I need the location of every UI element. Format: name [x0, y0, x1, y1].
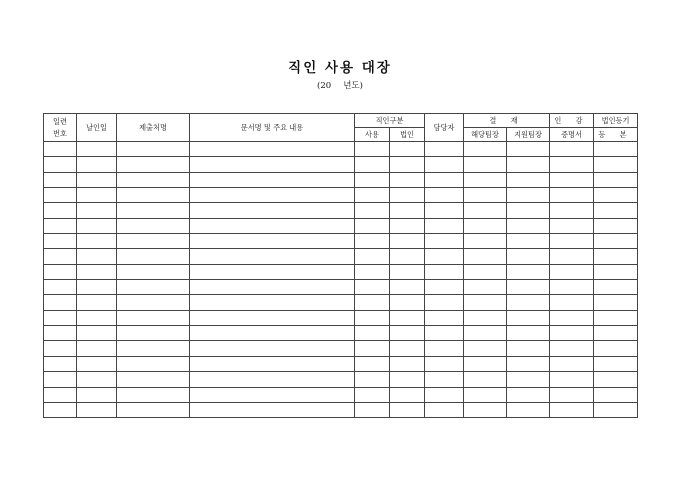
cell-support-lead-sign[interactable] [507, 234, 550, 249]
cell-seal-use[interactable] [355, 142, 390, 157]
cell-serial[interactable] [44, 203, 77, 218]
cell-seal-use[interactable] [355, 356, 390, 371]
cell-seal-use[interactable] [355, 218, 390, 233]
cell-serial[interactable] [44, 326, 77, 341]
cell-stamp-date[interactable] [77, 264, 117, 279]
cell-serial[interactable] [44, 172, 77, 187]
cell-support-lead-sign[interactable] [507, 264, 550, 279]
cell-manager[interactable] [425, 356, 464, 371]
cell-serial[interactable] [44, 234, 77, 249]
cell-support-lead-sign[interactable] [507, 326, 550, 341]
table-row [44, 372, 638, 387]
table-row [44, 356, 638, 371]
cell-stamp-date[interactable] [77, 356, 117, 371]
cell-corp-registry[interactable] [594, 310, 638, 325]
cell-support-lead-sign[interactable] [507, 218, 550, 233]
cell-seal-corp[interactable] [390, 310, 425, 325]
cell-corp-registry[interactable] [594, 280, 638, 295]
cell-seal-corp[interactable] [390, 356, 425, 371]
header-seal-type-use: 사용 [355, 128, 390, 142]
cell-seal-use[interactable] [355, 310, 390, 325]
cell-seal-certificate[interactable] [550, 203, 594, 218]
cell-seal-use[interactable] [355, 280, 390, 295]
cell-seal-certificate[interactable] [550, 234, 594, 249]
cell-document-name[interactable] [190, 203, 355, 218]
cell-manager[interactable] [425, 142, 464, 157]
cell-manager[interactable] [425, 234, 464, 249]
cell-manager[interactable] [425, 402, 464, 417]
cell-seal-corp[interactable] [390, 326, 425, 341]
cell-corp-registry[interactable] [594, 372, 638, 387]
cell-submitted-to[interactable] [117, 356, 190, 371]
cell-team-lead-sign[interactable] [464, 326, 507, 341]
cell-corp-registry[interactable] [594, 172, 638, 187]
cell-corp-registry[interactable] [594, 203, 638, 218]
cell-submitted-to[interactable] [117, 310, 190, 325]
cell-stamp-date[interactable] [77, 402, 117, 417]
cell-document-name[interactable] [190, 218, 355, 233]
cell-stamp-date[interactable] [77, 326, 117, 341]
cell-document-name[interactable] [190, 249, 355, 264]
header-approval-team-lead: 해당팀장 [464, 128, 507, 142]
cell-manager[interactable] [425, 218, 464, 233]
cell-serial[interactable] [44, 264, 77, 279]
cell-document-name[interactable] [190, 310, 355, 325]
cell-manager[interactable] [425, 188, 464, 203]
cell-seal-certificate[interactable] [550, 249, 594, 264]
cell-submitted-to[interactable] [117, 172, 190, 187]
cell-seal-use[interactable] [355, 203, 390, 218]
cell-team-lead-sign[interactable] [464, 402, 507, 417]
cell-support-lead-sign[interactable] [507, 280, 550, 295]
cell-seal-certificate[interactable] [550, 188, 594, 203]
cell-seal-certificate[interactable] [550, 387, 594, 402]
cell-serial[interactable] [44, 295, 77, 310]
cell-seal-use[interactable] [355, 372, 390, 387]
cell-corp-registry[interactable] [594, 264, 638, 279]
header-serial-number [44, 114, 77, 142]
document-title: 직인 사용 대장 [288, 60, 392, 76]
cell-stamp-date[interactable] [77, 203, 117, 218]
cell-seal-certificate[interactable] [550, 356, 594, 371]
cell-document-name[interactable] [190, 326, 355, 341]
cell-seal-corp[interactable] [390, 387, 425, 402]
cell-stamp-date[interactable] [77, 295, 117, 310]
cell-seal-certificate[interactable] [550, 172, 594, 187]
cell-seal-corp[interactable] [390, 372, 425, 387]
cell-team-lead-sign[interactable] [464, 264, 507, 279]
cell-corp-registry[interactable] [594, 157, 638, 172]
cell-stamp-date[interactable] [77, 280, 117, 295]
cell-seal-corp[interactable] [390, 172, 425, 187]
table-row [44, 172, 638, 187]
cell-seal-corp[interactable] [390, 234, 425, 249]
cell-seal-use[interactable] [355, 387, 390, 402]
cell-support-lead-sign[interactable] [507, 203, 550, 218]
cell-corp-registry[interactable] [594, 326, 638, 341]
table-row [44, 387, 638, 402]
cell-document-name[interactable] [190, 356, 355, 371]
table-row [44, 188, 638, 203]
cell-seal-corp[interactable] [390, 188, 425, 203]
cell-document-name[interactable] [190, 234, 355, 249]
cell-corp-registry[interactable] [594, 387, 638, 402]
cell-manager[interactable] [425, 326, 464, 341]
cell-document-name[interactable] [190, 402, 355, 417]
cell-serial[interactable] [44, 372, 77, 387]
header-stamp-date: 날인일 [77, 114, 117, 142]
cell-manager[interactable] [425, 295, 464, 310]
header-corp-registry-line2: 등 본 [594, 128, 638, 142]
cell-submitted-to[interactable] [117, 188, 190, 203]
cell-document-name[interactable] [190, 372, 355, 387]
header-seal-type: 직인구분 [355, 114, 425, 128]
cell-manager[interactable] [425, 372, 464, 387]
cell-seal-use[interactable] [355, 341, 390, 356]
cell-stamp-date[interactable] [77, 310, 117, 325]
cell-seal-certificate[interactable] [550, 280, 594, 295]
cell-seal-certificate[interactable] [550, 341, 594, 356]
cell-manager[interactable] [425, 157, 464, 172]
table-row [44, 326, 638, 341]
table-row [44, 142, 638, 157]
cell-submitted-to[interactable] [117, 295, 190, 310]
cell-stamp-date[interactable] [77, 234, 117, 249]
cell-support-lead-sign[interactable] [507, 341, 550, 356]
table-row [44, 295, 638, 310]
cell-support-lead-sign[interactable] [507, 188, 550, 203]
table-row [44, 218, 638, 233]
cell-seal-corp[interactable] [390, 280, 425, 295]
cell-seal-use[interactable] [355, 188, 390, 203]
cell-manager[interactable] [425, 203, 464, 218]
cell-manager[interactable] [425, 387, 464, 402]
cell-corp-registry[interactable] [594, 234, 638, 249]
cell-serial[interactable] [44, 341, 77, 356]
cell-support-lead-sign[interactable] [507, 402, 550, 417]
cell-serial[interactable] [44, 218, 77, 233]
cell-seal-corp[interactable] [390, 341, 425, 356]
cell-corp-registry[interactable] [594, 249, 638, 264]
cell-submitted-to[interactable] [117, 234, 190, 249]
cell-document-name[interactable] [190, 280, 355, 295]
cell-seal-corp[interactable] [390, 264, 425, 279]
cell-submitted-to[interactable] [117, 387, 190, 402]
cell-team-lead-sign[interactable] [464, 172, 507, 187]
cell-team-lead-sign[interactable] [464, 387, 507, 402]
cell-manager[interactable] [425, 172, 464, 187]
cell-stamp-date[interactable] [77, 341, 117, 356]
cell-submitted-to[interactable] [117, 142, 190, 157]
cell-serial[interactable] [44, 310, 77, 325]
cell-seal-use[interactable] [355, 172, 390, 187]
cell-serial[interactable] [44, 157, 77, 172]
cell-serial[interactable] [44, 142, 77, 157]
cell-seal-certificate[interactable] [550, 218, 594, 233]
subtitle-year-suffix: 년도) [343, 81, 363, 91]
header-seal-certificate-line2: 증명서 [550, 128, 594, 142]
cell-serial[interactable] [44, 387, 77, 402]
cell-seal-certificate[interactable] [550, 372, 594, 387]
header-seal-certificate-line1: 인 감 [550, 114, 594, 128]
cell-seal-use[interactable] [355, 234, 390, 249]
header-manager: 담당자 [425, 114, 464, 142]
header-approval: 결 재 [464, 114, 550, 128]
cell-document-name[interactable] [190, 188, 355, 203]
cell-document-name[interactable] [190, 142, 355, 157]
cell-serial[interactable] [44, 188, 77, 203]
cell-stamp-date[interactable] [77, 157, 117, 172]
cell-support-lead-sign[interactable] [507, 310, 550, 325]
cell-seal-certificate[interactable] [550, 310, 594, 325]
cell-corp-registry[interactable] [594, 218, 638, 233]
cell-seal-corp[interactable] [390, 295, 425, 310]
cell-serial[interactable] [44, 402, 77, 417]
subtitle-year-prefix: (20 [317, 81, 332, 91]
cell-team-lead-sign[interactable] [464, 188, 507, 203]
cell-corp-registry[interactable] [594, 188, 638, 203]
table-row [44, 234, 638, 249]
header-approval-support-lead: 지원팀장 [507, 128, 550, 142]
cell-team-lead-sign[interactable] [464, 310, 507, 325]
ledger-body [44, 142, 638, 418]
cell-team-lead-sign[interactable] [464, 356, 507, 371]
cell-seal-use[interactable] [355, 264, 390, 279]
cell-manager[interactable] [425, 280, 464, 295]
document-subtitle [0, 79, 680, 91]
cell-seal-use[interactable] [355, 157, 390, 172]
cell-seal-corp[interactable] [390, 249, 425, 264]
cell-corp-registry[interactable] [594, 402, 638, 417]
cell-submitted-to[interactable] [117, 280, 190, 295]
cell-serial[interactable] [44, 280, 77, 295]
cell-support-lead-sign[interactable] [507, 249, 550, 264]
cell-team-lead-sign[interactable] [464, 234, 507, 249]
cell-corp-registry[interactable] [594, 142, 638, 157]
header-serial-line1: 일련 [53, 116, 67, 126]
cell-document-name[interactable] [190, 157, 355, 172]
cell-team-lead-sign[interactable] [464, 280, 507, 295]
cell-support-lead-sign[interactable] [507, 172, 550, 187]
cell-team-lead-sign[interactable] [464, 203, 507, 218]
cell-corp-registry[interactable] [594, 341, 638, 356]
cell-stamp-date[interactable] [77, 372, 117, 387]
cell-stamp-date[interactable] [77, 218, 117, 233]
cell-seal-certificate[interactable] [550, 326, 594, 341]
cell-corp-registry[interactable] [594, 356, 638, 371]
cell-team-lead-sign[interactable] [464, 218, 507, 233]
cell-submitted-to[interactable] [117, 249, 190, 264]
cell-support-lead-sign[interactable] [507, 387, 550, 402]
cell-seal-corp[interactable] [390, 402, 425, 417]
cell-seal-certificate[interactable] [550, 402, 594, 417]
cell-team-lead-sign[interactable] [464, 249, 507, 264]
cell-seal-use[interactable] [355, 295, 390, 310]
cell-team-lead-sign[interactable] [464, 341, 507, 356]
table-row [44, 280, 638, 295]
cell-seal-corp[interactable] [390, 142, 425, 157]
cell-team-lead-sign[interactable] [464, 142, 507, 157]
cell-seal-corp[interactable] [390, 157, 425, 172]
cell-manager[interactable] [425, 249, 464, 264]
cell-seal-certificate[interactable] [550, 142, 594, 157]
cell-seal-certificate[interactable] [550, 295, 594, 310]
cell-manager[interactable] [425, 264, 464, 279]
cell-document-name[interactable] [190, 295, 355, 310]
cell-submitted-to[interactable] [117, 157, 190, 172]
cell-seal-use[interactable] [355, 402, 390, 417]
cell-submitted-to[interactable] [117, 264, 190, 279]
header-serial-line2: 번호 [53, 128, 67, 138]
header-submitted-to: 제출처명 [117, 114, 190, 142]
cell-seal-use[interactable] [355, 326, 390, 341]
cell-stamp-date[interactable] [77, 387, 117, 402]
table-row [44, 341, 638, 356]
table-row [44, 157, 638, 172]
cell-serial[interactable] [44, 356, 77, 371]
cell-team-lead-sign[interactable] [464, 372, 507, 387]
cell-document-name[interactable] [190, 172, 355, 187]
cell-document-name[interactable] [190, 387, 355, 402]
cell-support-lead-sign[interactable] [507, 356, 550, 371]
cell-support-lead-sign[interactable] [507, 372, 550, 387]
table-row [44, 203, 638, 218]
cell-seal-certificate[interactable] [550, 157, 594, 172]
cell-serial[interactable] [44, 249, 77, 264]
header-seal-type-corp: 법인 [390, 128, 425, 142]
table-row [44, 402, 638, 417]
cell-submitted-to[interactable] [117, 341, 190, 356]
cell-seal-use[interactable] [355, 249, 390, 264]
cell-corp-registry[interactable] [594, 295, 638, 310]
cell-manager[interactable] [425, 310, 464, 325]
cell-stamp-date[interactable] [77, 172, 117, 187]
cell-manager[interactable] [425, 341, 464, 356]
table-row [44, 249, 638, 264]
cell-document-name[interactable] [190, 264, 355, 279]
cell-stamp-date[interactable] [77, 188, 117, 203]
cell-team-lead-sign[interactable] [464, 295, 507, 310]
table-row [44, 264, 638, 279]
header-corp-registry-line1: 법인등기 [594, 114, 638, 128]
cell-submitted-to[interactable] [117, 203, 190, 218]
table-row [44, 310, 638, 325]
cell-submitted-to[interactable] [117, 326, 190, 341]
cell-seal-corp[interactable] [390, 203, 425, 218]
cell-support-lead-sign[interactable] [507, 157, 550, 172]
cell-stamp-date[interactable] [77, 249, 117, 264]
cell-seal-certificate[interactable] [550, 264, 594, 279]
cell-submitted-to[interactable] [117, 372, 190, 387]
cell-support-lead-sign[interactable] [507, 142, 550, 157]
cell-seal-corp[interactable] [390, 218, 425, 233]
cell-team-lead-sign[interactable] [464, 157, 507, 172]
cell-stamp-date[interactable] [77, 142, 117, 157]
seal-usage-ledger-table [43, 113, 638, 418]
header-document-name: 문서명 및 주요 내용 [190, 114, 355, 142]
ledger-header [44, 114, 638, 142]
cell-submitted-to[interactable] [117, 402, 190, 417]
cell-document-name[interactable] [190, 341, 355, 356]
cell-submitted-to[interactable] [117, 218, 190, 233]
cell-support-lead-sign[interactable] [507, 295, 550, 310]
